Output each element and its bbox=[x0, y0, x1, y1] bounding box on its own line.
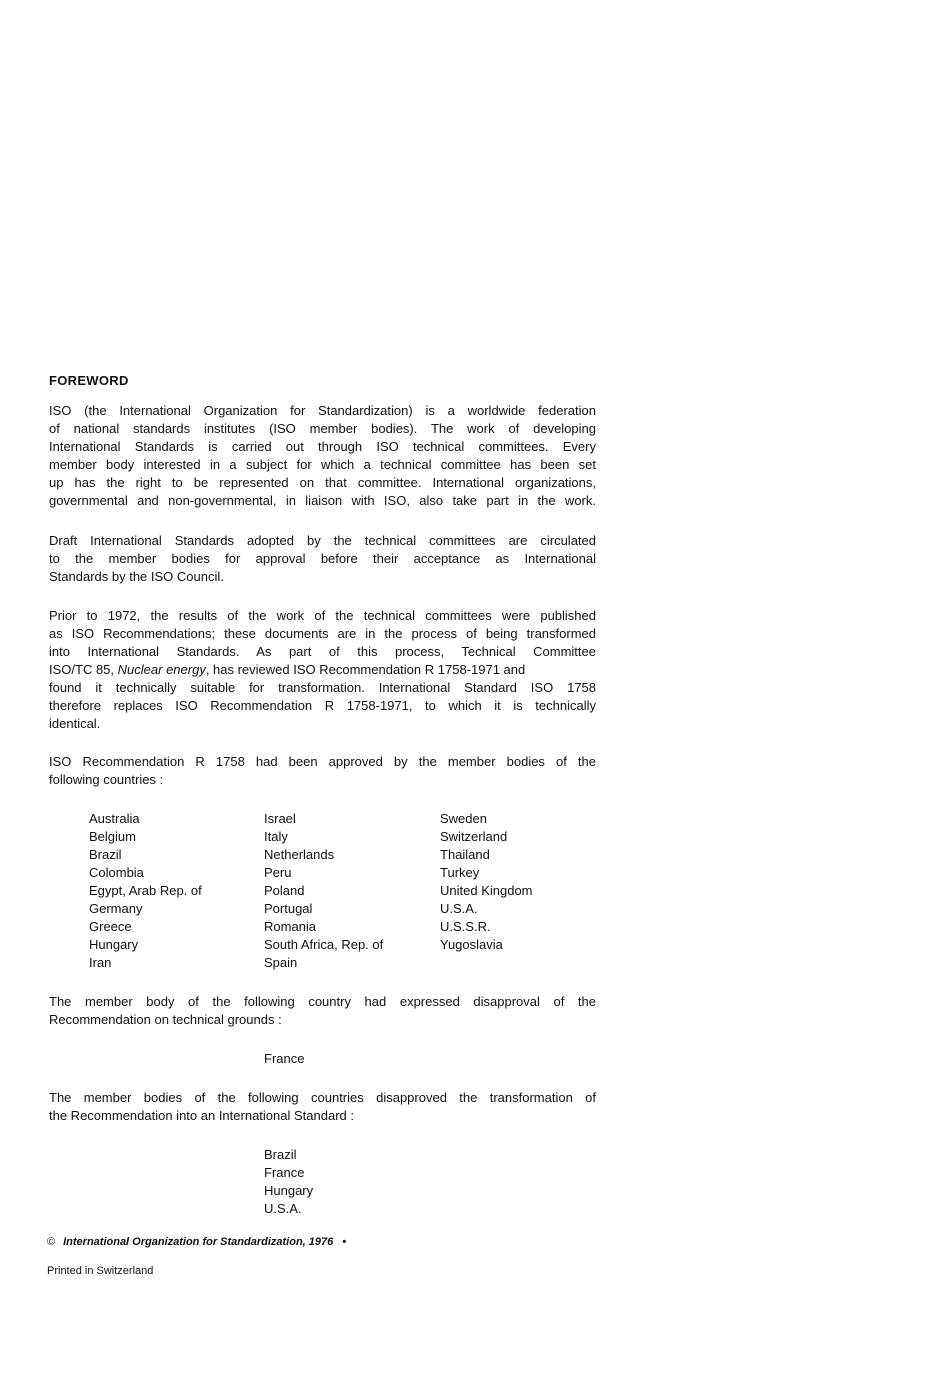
text-span: ISO/TC 85, bbox=[49, 662, 115, 677]
text-line: Standards by the ISO Council. bbox=[49, 569, 224, 584]
printed-location: Printed in Switzerland bbox=[47, 1265, 154, 1277]
list-item: Belgium bbox=[89, 829, 136, 844]
list-item: United Kingdom bbox=[440, 883, 533, 898]
text-span: , has reviewed ISO Recommendation R 1758-1971 and bbox=[205, 662, 526, 677]
list-item: U.S.A. bbox=[440, 901, 478, 916]
list-item: U.S.S.R. bbox=[440, 919, 491, 934]
text-line: up has the right to be represented on that committee. International organizations, bbox=[49, 475, 596, 490]
text-line: Draft International Standards adopted by the technical committees are circulated bbox=[49, 533, 596, 548]
country-column-1 bbox=[89, 810, 202, 972]
text-line: to the member bodies for approval before their acceptance as International bbox=[49, 551, 596, 566]
text-line: The member body of the following country had expressed disapproval of the bbox=[49, 994, 596, 1009]
list-item: Switzerland bbox=[440, 829, 508, 844]
list-item: Egypt, Arab Rep. of bbox=[89, 883, 202, 898]
list-item: France bbox=[264, 1051, 305, 1066]
list-item: South Africa, Rep. of bbox=[264, 937, 384, 952]
list-item: Brazil bbox=[264, 1147, 297, 1162]
list-item: Greece bbox=[89, 919, 132, 934]
list-item: Poland bbox=[264, 883, 305, 898]
list-item: Netherlands bbox=[264, 847, 335, 862]
copyright-text: International Organization for Standardization, 1976 bbox=[63, 1236, 334, 1248]
list-item: France bbox=[264, 1165, 305, 1180]
list-item: Portugal bbox=[264, 901, 313, 916]
copyright-icon: © bbox=[47, 1236, 56, 1248]
text-line: the Recommendation into an International Standard : bbox=[49, 1108, 354, 1123]
committee-name: Nuclear energy bbox=[117, 662, 206, 677]
list-item: Yugoslavia bbox=[440, 937, 503, 952]
paragraph-history bbox=[49, 607, 596, 733]
country-column-3 bbox=[440, 810, 533, 954]
list-item: Hungary bbox=[89, 937, 139, 952]
text-line: following countries : bbox=[49, 772, 164, 787]
text-line: therefore replaces ISO Recommendation R 1758-1971, to which it is technically bbox=[49, 698, 596, 713]
list-item: Israel bbox=[264, 811, 296, 826]
list-item: Germany bbox=[89, 901, 143, 916]
text-line: Prior to 1972, the results of the work of the technical committees were published bbox=[49, 608, 596, 623]
list-item: Iran bbox=[89, 955, 112, 970]
text-line: into International Standards. As part of this process, Technical Committee bbox=[49, 644, 596, 659]
list-item: Colombia bbox=[89, 865, 144, 880]
list-item: U.S.A. bbox=[264, 1201, 302, 1216]
text-line: of national standards institutes (ISO member bodies). The work of developing bbox=[49, 421, 596, 436]
text-line: International Standards is carried out through ISO technical committees. Every bbox=[49, 439, 596, 454]
text-line: governmental and non-governmental, in liaison with ISO, also take part in the work. bbox=[49, 493, 596, 508]
list-item: Brazil bbox=[89, 847, 122, 862]
text-line: The member bodies of the following countries disapproved the transformation of bbox=[49, 1090, 596, 1105]
list-item: Spain bbox=[264, 955, 298, 970]
country-column-2 bbox=[264, 810, 383, 972]
paragraph-approval bbox=[49, 753, 596, 789]
disapproving-transformation-list bbox=[264, 1146, 313, 1218]
text-line: found it technically suitable for transformation. International Standard ISO 1758 bbox=[49, 680, 596, 695]
text-line: member body interested in a subject for which a technical committee has been set bbox=[49, 457, 596, 472]
text-line: identical. bbox=[49, 716, 101, 731]
list-item: Turkey bbox=[440, 865, 480, 880]
list-item: Thailand bbox=[440, 847, 490, 862]
paragraph-disapproval-transformation bbox=[49, 1089, 596, 1125]
list-item: Italy bbox=[264, 829, 288, 844]
text-line: ISO Recommendation R 1758 had been approved by the member bodies of the bbox=[49, 754, 596, 769]
disapproving-recommendation-list bbox=[264, 1050, 304, 1068]
list-item: Peru bbox=[264, 865, 292, 880]
paragraph-draft-standards bbox=[49, 532, 596, 586]
text-line: Recommendation on technical grounds : bbox=[49, 1012, 282, 1027]
page-title: FOREWORD bbox=[49, 373, 129, 388]
paragraph-disapproval-recommendation bbox=[49, 993, 596, 1029]
copyright-notice bbox=[47, 1236, 346, 1248]
list-item: Hungary bbox=[264, 1183, 314, 1198]
text-line bbox=[49, 661, 596, 679]
text-line: as ISO Recommendations; these documents are in the process of being transformed bbox=[49, 626, 596, 641]
list-item: Australia bbox=[89, 811, 140, 826]
list-item: Sweden bbox=[440, 811, 487, 826]
list-item: Romania bbox=[264, 919, 317, 934]
bullet-icon: • bbox=[342, 1236, 347, 1248]
text-line: ISO (the International Organization for Standardization) is a worldwide federation bbox=[49, 403, 596, 418]
paragraph-iso-intro bbox=[49, 402, 596, 510]
